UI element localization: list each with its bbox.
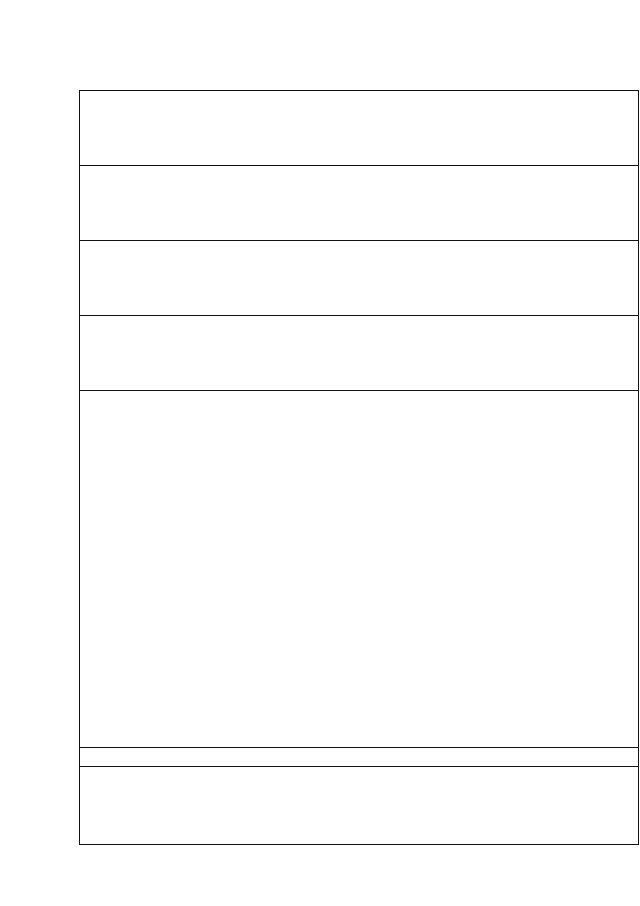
row-num-10 (80, 767, 639, 845)
code-10v (80, 241, 639, 316)
code-10b (80, 316, 639, 391)
table-row (80, 15, 639, 845)
code-10d (80, 91, 639, 166)
license-codes-table (79, 15, 639, 846)
row-description-10 (80, 748, 639, 767)
rotated-table-container (79, 15, 639, 845)
code-10g (80, 166, 639, 241)
code-10a (80, 391, 639, 748)
